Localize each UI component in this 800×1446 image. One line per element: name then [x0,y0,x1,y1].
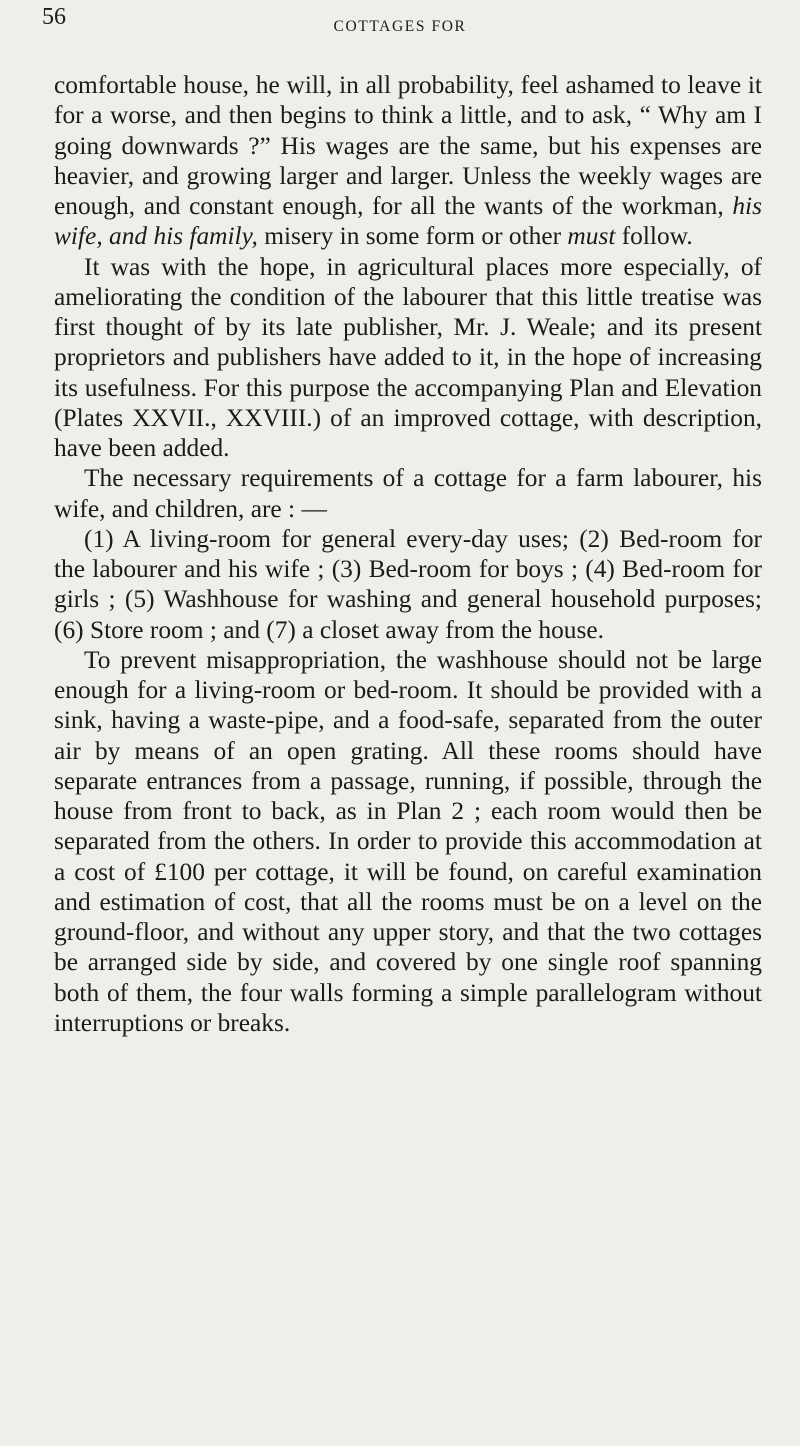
paragraph: The necessary requirements of a cottage for a farm labourer, his wife, and children, are : — [54,464,762,523]
body-text [54,70,762,1038]
paragraph [54,70,762,252]
page-number: 56 [42,4,66,30]
running-head: COTTAGES FOR [333,18,467,35]
paragraph: It was with the hope, in agricultural places more especially, of ameliorating the condition of the labourer that this little treatise was first thought of by its late publisher, Mr. J. Weale; and its present proprietors and publishers have added to it, in the hope of increasing its usefulness. For this purpose the accompanying Plan and Elevation (Plates XXVII., XXVIII.) of an improved cottage, with description, have been added. [54,252,762,462]
text-segment: follow. [615,222,693,251]
paragraph: To prevent misappropriation, the washhouse should not be large enough for a living-room or bed-room. It should be provided with a sink, having a waste-pipe, and a food-safe, separated from the outer air by means of an open grating. All these rooms should have separate entrances from a passage, running, if possible, through the house from front to back, as in Plan 2 ; each room would then be separated from the others. In order to provide this accommodation at a cost of £100 per cottage, it will be found, on careful examination and estimation of cost, that all the rooms must be on a level on the ground-floor, and without any upper story, and that the two cottages be arranged side by side, and covered by one single roof spanning both of them, the four walls forming a simple parallelogram without interruptions or breaks. [54,645,762,1037]
paragraph: (1) A living-room for general every-day uses; (2) Bed-room for the labourer and his wife ; (3) Bed-room for boys ; (4) Bed-room for girls ; (5) Washhouse for washing and general household purposes; (6) Store room ; and (7) a closet away from the house. [54,524,762,644]
text-segment: misery in some form or other [257,222,568,251]
text-segment: comfortable house, he will, in all probability, feel ashamed to leave it for a worse, and then begins to think a little, and to ask, “ Why am I going downwards ?” His wages are the same, but his expenses are heavier, and growing larger and larger. Unless the weekly wages are enough, and constant enough, for all the wants of the workman, [54,71,762,220]
italic-text: must [567,222,616,251]
italic-text: his wife, and his family, [54,192,762,251]
